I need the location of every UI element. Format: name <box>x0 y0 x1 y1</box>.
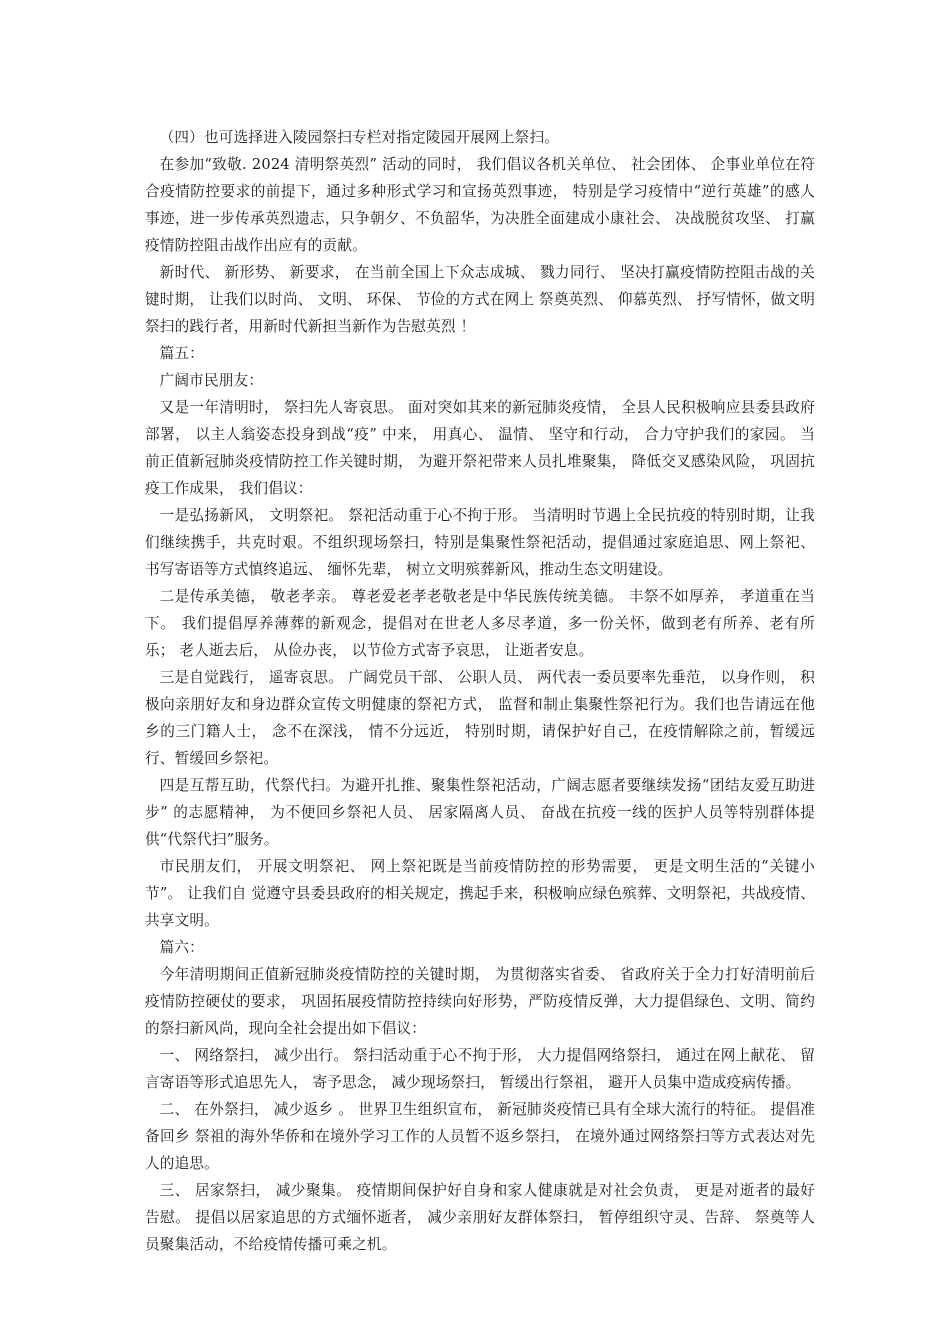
paragraph-part-six-intro: 今年清明期间正值新冠肺炎疫情防控的关键时期， 为贯彻落实省委、 省政府关于全力打好清明前后疫情防控硬仗的要求， 巩固拓展疫情防控持续向好形势，严防疫情反弹，大力提倡绿色、文明、简约的祭扫新风尚，现向全社会提出如下倡议： <box>145 966 815 1037</box>
paragraph-item-one: 一、 网络祭扫， 减少出行。 祭扫活动重于心不拘于形， 大力提倡网络祭扫， 通过在网上献花、 留言寄语等形式追思先人， 寄予思念， 减少现场祭扫， 暂缓出行祭祖， 避开人员集中造成疫病传播。 <box>145 1047 815 1091</box>
paragraph-point-one: 一是弘扬新风， 文明祭祀。 祭祀活动重于心不拘于形。 当清明时节遇上全民抗疫的特别时期，让我们继续携手，共克时艰。不组织现场祭扫，特别是集聚性祭祀活动，提倡通过家庭追思、网上祭祀、 书写寄语等方式慎终追远、 缅怀先辈， 树立文明殡葬新风，推动生态文明建设。 <box>145 507 815 578</box>
paragraph-item-three: 三、 居家祭扫， 减少聚集。 疫情期间保护好自身和家人健康就是对社会负责， 更是对逝者的最好告慰。 提倡以居家追思的方式缅怀逝者， 减少亲朋好友群体祭扫， 暂停组织守灵、告辞、 祭奠等人员聚集活动，不给疫情传播可乘之机。 <box>145 1182 815 1253</box>
paragraph-intro: 又是一年清明时， 祭扫先人寄哀思。 面对突如其来的新冠肺炎疫情， 全县人民积极响应县委县政府部署， 以主人翁姿态投身到战“疫” 中来， 用真心、 温情、 坚守和行动， 合力守护我们的家园。 当前正值新冠肺炎疫情防控工作关键时期， 为避开祭祀带来人员扎堆聚集， 降低交叉感染风险， 巩固抗疫工作成果， 我们倡议： <box>145 399 815 497</box>
paragraph-heroes-campaign: 在参加“致敬. 2024 清明祭英烈” 活动的同时， 我们倡议各机关单位、 社会团体、 企事业单位在符合疫情防控要求的前提下，通过多种形式学习和宣扬英烈事迹， 特别是学习疫情中“逆行英雄”的感人事迹，进一步传承英烈遗志，只争朝夕、不负韶华，为决胜全面建成小康社会、 决战脱贫攻坚、 打赢疫情防控阻击战作出应有的贡献。 <box>145 156 815 254</box>
paragraph-online-memorial: （四）也可选择进入陵园祭扫专栏对指定陵园开展网上祭扫。 <box>159 129 560 146</box>
section-heading-part-six: 篇六： <box>159 939 204 956</box>
paragraph-point-two: 二是传承美德， 敬老孝亲。 尊老爱老孝老敬老是中华民族传统美德。 丰祭不如厚养， 孝道重在当下。 我们提倡厚养薄葬的新观念，提倡对在世老人多尽孝道，多一份关怀，做到老有所养、老有所乐； 老人逝去后， 从俭办丧， 以节俭方式寄予哀思， 让逝者安息。 <box>145 588 815 659</box>
section-heading-part-five: 篇五： <box>159 345 204 362</box>
paragraph-closing: 市民朋友们， 开展文明祭祀、 网上祭祀既是当前疫情防控的形势需要， 更是文明生活的“关键小节”。 让我们自 觉遵守县委县政府的相关规定，携起手来，积极响应绿色殡葬、文明祭祀，共战疫情、共享文明。 <box>145 858 815 929</box>
paragraph-item-two: 二、 在外祭扫， 减少返乡 。 世界卫生组织宣布， 新冠肺炎疫情已具有全球大流行的特征。 提倡准备回乡 祭祖的海外华侨和在境外学习工作的人员暂不返乡祭扫， 在境外通过网络祭扫等方式表达对先人的追思。 <box>145 1101 815 1172</box>
paragraph-new-era: 新时代、 新形势、 新要求， 在当前全国上下众志成城、 戮力同行、 坚决打赢疫情防控阻击战的关键时期， 让我们以时尚、 文明、 环保、 节俭的方式在网上 祭奠英烈、 仰慕英烈、 抒写情怀，做文明祭扫的践行者，用新时代新担当新作为告慰英烈 ！ <box>145 264 816 335</box>
paragraph-point-three: 三是自觉践行， 遥寄哀思。 广阔党员干部、 公职人员、 两代表一委员要率先垂范， 以身作则， 积极向亲朋好友和身边群众宣传文明健康的祭祀方式， 监督和制止集聚性祭祀行为。我们也告请远在他乡的三门籍人士， 念不在深浅， 情不分远近， 特别时期，请保护好自己，在疫情解除之前，暂缓远行、暂缓回乡祭祀。 <box>145 669 815 767</box>
paragraph-point-four: 四是互帮互助，代祭代扫。为避开扎推、聚集性祭祀活动，广阔志愿者要继续发扬“团结友爱互助进步” 的志愿精神， 为不便回乡祭祀人员、 居家隔离人员、 奋战在抗疫一线的医护人员等特别群体提供“代祭代扫”服务。 <box>145 777 815 848</box>
salutation: 广阔市民朋友： <box>159 372 264 389</box>
document-body <box>145 124 815 1258</box>
